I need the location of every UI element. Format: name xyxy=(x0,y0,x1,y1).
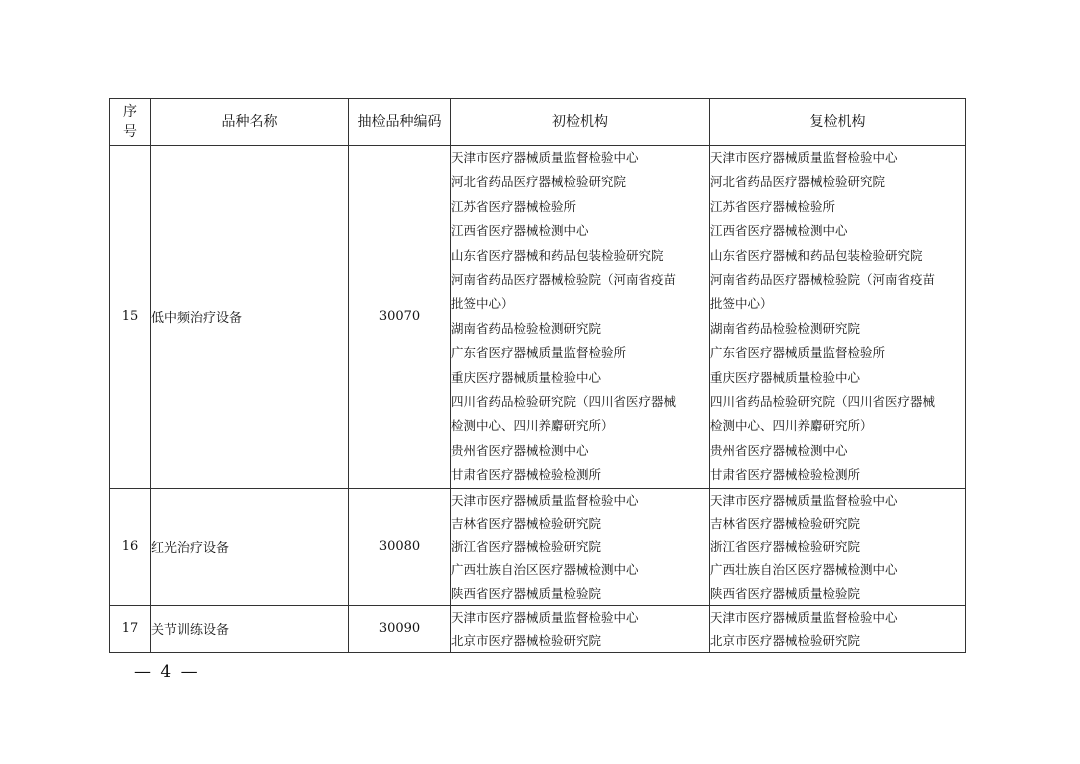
org-line: 河南省药品医疗器械检验院（河南省疫苗 xyxy=(710,272,936,288)
row-initial-orgs xyxy=(451,605,710,652)
org-line: 广西壮族自治区医疗器械检测中心 xyxy=(710,562,898,578)
table-row xyxy=(110,488,966,605)
header-code: 抽检品种编码 xyxy=(349,99,451,146)
row-seq: 16 xyxy=(110,488,151,605)
org-line: 江苏省医疗器械检验所 xyxy=(710,198,836,214)
org-line: 天津市医疗器械质量监督检验中心 xyxy=(710,609,898,625)
org-line: 陕西省医疗器械质量检验院 xyxy=(710,585,861,601)
row-recheck-orgs xyxy=(710,488,966,605)
table-row xyxy=(110,605,966,652)
org-line: 广东省医疗器械质量监督检验所 xyxy=(451,345,627,361)
org-line: 湖南省药品检验检测研究院 xyxy=(710,320,861,336)
org-line: 河南省药品医疗器械检验院（河南省疫苗 xyxy=(451,272,677,288)
org-line: 四川省药品检验研究院（四川省医疗器械 xyxy=(710,394,936,410)
row-initial-orgs xyxy=(451,146,710,489)
org-line: 河北省药品医疗器械检验研究院 xyxy=(451,174,627,190)
header-recheck-org: 复检机构 xyxy=(710,99,966,146)
org-line: 天津市医疗器械质量监督检验中心 xyxy=(710,492,898,508)
row-seq: 17 xyxy=(110,605,151,652)
org-line: 天津市医疗器械质量监督检验中心 xyxy=(451,492,639,508)
org-line: 重庆医疗器械质量检验中心 xyxy=(451,369,602,385)
org-line: 湖南省药品检验检测研究院 xyxy=(451,320,602,336)
org-line: 山东省医疗器械和药品包装检验研究院 xyxy=(710,247,923,263)
org-line: 批签中心） xyxy=(710,296,773,312)
org-line: 河北省药品医疗器械检验研究院 xyxy=(710,174,886,190)
org-line: 甘肃省医疗器械检验检测所 xyxy=(451,467,602,483)
org-line: 检测中心、四川养麝研究所） xyxy=(451,418,614,434)
org-line: 重庆医疗器械质量检验中心 xyxy=(710,369,861,385)
inspection-table xyxy=(109,98,966,653)
org-line: 四川省药品检验研究院（四川省医疗器械 xyxy=(451,394,677,410)
org-line: 江西省医疗器械检测中心 xyxy=(710,223,848,239)
row-product-code: 30090 xyxy=(349,605,451,652)
row-initial-orgs xyxy=(451,488,710,605)
row-recheck-orgs xyxy=(710,605,966,652)
org-line: 天津市医疗器械质量监督检验中心 xyxy=(451,150,639,165)
row-product-code: 30070 xyxy=(349,146,451,489)
table-header-row xyxy=(110,99,966,146)
org-line: 广东省医疗器械质量监督检验所 xyxy=(710,345,886,361)
org-line: 甘肃省医疗器械检验检测所 xyxy=(710,467,861,483)
org-line: 批签中心） xyxy=(451,296,514,312)
org-line: 浙江省医疗器械检验研究院 xyxy=(451,539,602,555)
row-recheck-orgs xyxy=(710,146,966,489)
org-line: 江苏省医疗器械检验所 xyxy=(451,198,577,214)
header-name: 品种名称 xyxy=(151,99,349,146)
org-line: 山东省医疗器械和药品包装检验研究院 xyxy=(451,247,664,263)
header-seq: 序号 xyxy=(110,99,151,146)
org-line: 天津市医疗器械质量监督检验中心 xyxy=(451,609,639,625)
org-line: 天津市医疗器械质量监督检验中心 xyxy=(710,150,898,165)
row-product-name: 关节训练设备 xyxy=(151,605,349,652)
org-line: 贵州省医疗器械检测中心 xyxy=(451,442,589,458)
page-number: — 4 — xyxy=(134,662,200,682)
org-line: 吉林省医疗器械检验研究院 xyxy=(710,515,861,531)
org-line: 吉林省医疗器械检验研究院 xyxy=(451,515,602,531)
row-product-name: 红光治疗设备 xyxy=(151,488,349,605)
table-row xyxy=(110,146,966,489)
row-product-name: 低中频治疗设备 xyxy=(151,146,349,489)
org-line: 北京市医疗器械检验研究院 xyxy=(710,632,861,648)
org-line: 浙江省医疗器械检验研究院 xyxy=(710,539,861,555)
header-initial-org: 初检机构 xyxy=(451,99,710,146)
org-line: 北京市医疗器械检验研究院 xyxy=(451,632,602,648)
row-product-code: 30080 xyxy=(349,488,451,605)
org-line: 广西壮族自治区医疗器械检测中心 xyxy=(451,562,639,578)
org-line: 陕西省医疗器械质量检验院 xyxy=(451,585,602,601)
org-line: 检测中心、四川养麝研究所） xyxy=(710,418,873,434)
org-line: 贵州省医疗器械检测中心 xyxy=(710,442,848,458)
row-seq: 15 xyxy=(110,146,151,489)
org-line: 江西省医疗器械检测中心 xyxy=(451,223,589,239)
